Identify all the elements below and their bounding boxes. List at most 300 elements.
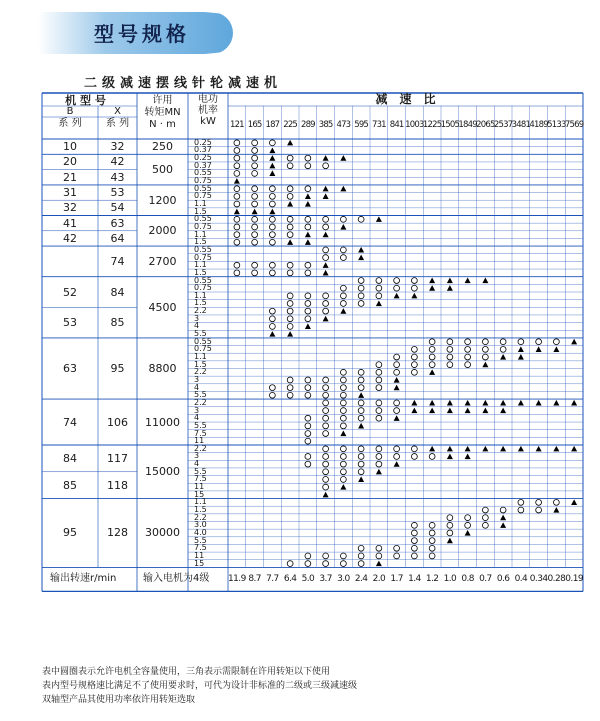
limited-torque-triangle — [500, 446, 506, 452]
limited-torque-triangle — [500, 522, 506, 528]
full-capacity-circle — [305, 308, 311, 314]
motor-power: 4 — [194, 413, 200, 423]
full-capacity-circle — [287, 262, 293, 268]
limited-torque-triangle — [482, 362, 488, 368]
full-capacity-circle — [358, 415, 364, 421]
full-capacity-circle — [252, 171, 258, 177]
ratio-header: 731 — [371, 119, 386, 130]
torque-value: 1200 — [148, 193, 177, 207]
full-capacity-circle — [536, 507, 542, 513]
limited-torque-triangle — [394, 385, 400, 391]
motor-power: 2.2 — [194, 367, 207, 377]
full-capacity-circle — [340, 408, 346, 414]
full-capacity-circle — [323, 163, 329, 169]
full-capacity-circle — [447, 362, 453, 368]
full-capacity-circle — [305, 155, 311, 161]
limited-torque-triangle — [429, 278, 435, 284]
full-capacity-circle — [358, 293, 364, 299]
full-capacity-circle — [323, 392, 329, 398]
limited-torque-triangle — [429, 285, 435, 291]
motor-power: 0.37 — [194, 145, 212, 155]
ratio-header: 1505 — [440, 119, 460, 130]
full-capacity-circle — [394, 545, 400, 551]
full-capacity-circle — [358, 278, 364, 284]
full-capacity-circle — [234, 155, 240, 161]
limited-torque-triangle — [323, 155, 329, 161]
limited-torque-triangle — [553, 400, 559, 406]
full-capacity-circle — [394, 369, 400, 375]
full-capacity-circle — [358, 553, 364, 559]
ratio-header: 473 — [336, 119, 351, 130]
full-capacity-circle — [234, 216, 240, 222]
limited-torque-triangle — [323, 492, 329, 498]
limited-torque-triangle — [358, 392, 364, 398]
full-capacity-circle — [252, 201, 258, 207]
limited-torque-triangle — [518, 354, 524, 360]
output-speed-value: 3.0 — [337, 573, 350, 584]
notes — [42, 665, 357, 707]
full-capacity-circle — [305, 553, 311, 559]
full-capacity-circle — [358, 385, 364, 391]
full-capacity-circle — [447, 354, 453, 360]
motor-power: 1.5 — [194, 359, 207, 369]
motor-power: 3 — [194, 313, 200, 323]
limited-torque-triangle — [340, 224, 346, 230]
full-capacity-circle — [323, 293, 329, 299]
torque-value: 15000 — [145, 465, 180, 479]
full-capacity-circle — [305, 163, 311, 169]
full-capacity-circle — [358, 400, 364, 406]
full-capacity-circle — [305, 316, 311, 322]
motor-power: 0.75 — [194, 344, 212, 354]
motor-power: 0.25 — [194, 153, 212, 163]
full-capacity-circle — [447, 530, 453, 536]
full-capacity-circle — [465, 346, 471, 352]
limited-torque-triangle — [305, 239, 311, 245]
full-capacity-circle — [287, 377, 293, 383]
motor-power: 1.5 — [194, 298, 207, 308]
full-capacity-circle — [305, 301, 311, 307]
ratio-header: 165 — [247, 119, 262, 130]
limited-torque-triangle — [465, 400, 471, 406]
header-power-unit: kW — [200, 116, 216, 127]
full-capacity-circle — [305, 392, 311, 398]
limited-torque-triangle — [518, 446, 524, 452]
full-capacity-circle — [358, 285, 364, 291]
full-capacity-circle — [482, 515, 488, 521]
header-torque-unit: 转矩MN — [144, 107, 181, 118]
full-capacity-circle — [429, 346, 435, 352]
limited-torque-triangle — [234, 209, 240, 215]
limited-torque-triangle — [429, 446, 435, 452]
motor-power: 2.2 — [194, 443, 207, 453]
full-capacity-circle — [358, 469, 364, 475]
full-capacity-circle — [305, 415, 311, 421]
ratio-header: 841 — [389, 119, 404, 130]
full-capacity-circle — [376, 362, 382, 368]
full-capacity-circle — [287, 155, 293, 161]
full-capacity-circle — [376, 446, 382, 452]
full-capacity-circle — [411, 446, 417, 452]
header-torque-si: N · m — [149, 119, 176, 130]
output-speed-value: 11.9 — [228, 573, 246, 584]
full-capacity-circle — [376, 415, 382, 421]
ratio-header: 2065 — [476, 119, 495, 130]
output-speed-value: 1.2 — [425, 573, 439, 584]
output-speed-value: 0.19 — [565, 573, 583, 584]
full-capacity-circle — [340, 293, 346, 299]
limited-torque-triangle — [340, 431, 346, 437]
limited-torque-triangle — [323, 262, 329, 268]
header-x-series: 系 列 — [105, 118, 130, 129]
limited-torque-triangle — [340, 186, 346, 192]
limited-torque-triangle — [376, 561, 382, 567]
full-capacity-circle — [447, 522, 453, 528]
full-capacity-circle — [323, 400, 329, 406]
limited-torque-triangle — [447, 400, 453, 406]
note-3: 双轴型产品其使用功率依许用转矩选取 — [42, 695, 196, 705]
limited-torque-triangle — [287, 140, 293, 146]
full-capacity-circle — [234, 148, 240, 154]
full-capacity-circle — [340, 461, 346, 467]
full-capacity-circle — [429, 339, 435, 345]
header-ratio: 减 速 比 — [375, 92, 436, 106]
limited-torque-triangle — [447, 446, 453, 452]
full-capacity-circle — [287, 301, 293, 307]
header-b-series: 系 列 — [58, 118, 82, 129]
limited-torque-triangle — [323, 270, 329, 276]
limited-torque-triangle — [465, 408, 471, 414]
ratio-header: 7569 — [564, 119, 584, 130]
ratio-header: 1849 — [458, 119, 477, 130]
motor-power: 11 — [194, 436, 205, 446]
motor-power: 0.75 — [194, 283, 212, 293]
motor-power: 7.5 — [194, 543, 207, 553]
limited-torque-triangle — [553, 507, 559, 513]
model-b: 32 — [63, 201, 77, 215]
torque-value: 2000 — [148, 224, 177, 238]
limited-torque-triangle — [269, 155, 275, 161]
motor-power: 5.5 — [194, 329, 207, 339]
motor-power: 4 — [194, 459, 200, 469]
full-capacity-circle — [447, 339, 453, 345]
header-power-2: 机率 — [198, 105, 218, 116]
header-torque: 许用 — [152, 95, 173, 106]
output-speed-value: 3.7 — [319, 573, 332, 584]
full-capacity-circle — [429, 553, 435, 559]
model-x: 85 — [110, 316, 125, 330]
full-capacity-circle — [429, 530, 435, 536]
full-capacity-circle — [269, 385, 275, 391]
full-capacity-circle — [465, 354, 471, 360]
limited-torque-triangle — [287, 239, 293, 245]
full-capacity-circle — [447, 346, 453, 352]
full-capacity-circle — [252, 155, 258, 161]
limited-torque-triangle — [465, 446, 471, 452]
header-model: 机 型 号 — [65, 93, 106, 107]
full-capacity-circle — [411, 530, 417, 536]
full-capacity-circle — [287, 293, 293, 299]
limited-torque-triangle — [234, 178, 240, 184]
motor-power: 3 — [194, 451, 200, 461]
full-capacity-circle — [269, 270, 275, 276]
model-x: 42 — [110, 155, 125, 169]
limited-torque-triangle — [287, 331, 293, 337]
full-capacity-circle — [234, 262, 240, 268]
full-capacity-circle — [305, 186, 311, 192]
full-capacity-circle — [323, 415, 329, 421]
full-capacity-circle — [340, 392, 346, 398]
full-capacity-circle — [376, 553, 382, 559]
full-capacity-circle — [269, 316, 275, 322]
motor-power: 0.25 — [194, 137, 212, 147]
full-capacity-circle — [340, 301, 346, 307]
ratio-header: 385 — [318, 119, 333, 130]
ratio-header: 4189 — [529, 119, 548, 130]
full-capacity-circle — [394, 400, 400, 406]
full-capacity-circle — [429, 545, 435, 551]
motor-power: 1.1 — [194, 497, 207, 507]
full-capacity-circle — [376, 385, 382, 391]
model-x: 128 — [107, 526, 128, 540]
model-x: 54 — [110, 201, 125, 215]
ratio-header: 3481 — [511, 119, 531, 130]
limited-torque-triangle — [518, 400, 524, 406]
limited-torque-triangle — [305, 232, 311, 238]
full-capacity-circle — [482, 339, 488, 345]
motor-power: 7.5 — [194, 474, 207, 484]
limited-torque-triangle — [287, 201, 293, 207]
ratio-header: 225 — [283, 119, 298, 130]
full-capacity-circle — [411, 285, 417, 291]
full-capacity-circle — [376, 293, 382, 299]
full-capacity-circle — [411, 278, 417, 284]
ratio-header: 121 — [229, 119, 244, 130]
full-capacity-circle — [323, 446, 329, 452]
full-capacity-circle — [269, 140, 275, 146]
limited-torque-triangle — [482, 400, 488, 406]
motor-power: 4 — [194, 321, 200, 331]
full-capacity-circle — [465, 339, 471, 345]
full-capacity-circle — [500, 346, 506, 352]
model-b: 74 — [63, 415, 77, 429]
full-capacity-circle — [358, 408, 364, 414]
limited-torque-triangle — [482, 446, 488, 452]
full-capacity-circle — [323, 561, 329, 567]
full-capacity-circle — [252, 163, 258, 169]
full-capacity-circle — [340, 369, 346, 375]
full-capacity-circle — [394, 362, 400, 368]
motor-power: 1.1 — [194, 290, 207, 300]
page-title: 型号规格 — [94, 22, 190, 46]
full-capacity-circle — [305, 385, 311, 391]
note-2: 表内型号规格速比满足不了使用要求时，可代为设计非标准的二级或三级减速级 — [42, 681, 358, 691]
full-capacity-circle — [287, 186, 293, 192]
output-speed-value: 1.4 — [408, 573, 421, 584]
limited-torque-triangle — [500, 408, 506, 414]
full-capacity-circle — [287, 216, 293, 222]
full-capacity-circle — [269, 324, 275, 330]
model-b: 41 — [63, 216, 77, 230]
full-capacity-circle — [358, 446, 364, 452]
full-capacity-circle — [376, 369, 382, 375]
full-capacity-circle — [305, 270, 311, 276]
note-1: 表中圆圈表示允许电机全容量使用，三角表示需限制在许用转矩以下使用 — [42, 667, 331, 677]
full-capacity-circle — [340, 553, 346, 559]
full-capacity-circle — [394, 354, 400, 360]
model-b: 52 — [63, 285, 77, 299]
full-capacity-circle — [340, 216, 346, 222]
full-capacity-circle — [394, 553, 400, 559]
full-capacity-circle — [323, 216, 329, 222]
limited-torque-triangle — [394, 293, 400, 299]
limited-torque-triangle — [518, 346, 524, 352]
full-capacity-circle — [340, 385, 346, 391]
motor-power: 0.75 — [194, 191, 212, 201]
motor-power: 2.2 — [194, 397, 207, 407]
full-capacity-circle — [411, 553, 417, 559]
model-x: 63 — [110, 216, 125, 230]
motor-power: 2.2 — [194, 512, 207, 522]
motor-power: 3 — [194, 374, 200, 384]
full-capacity-circle — [394, 446, 400, 452]
full-capacity-circle — [252, 140, 258, 146]
full-capacity-circle — [305, 431, 311, 437]
limited-torque-triangle — [553, 346, 559, 352]
full-capacity-circle — [305, 262, 311, 268]
limited-torque-triangle — [447, 538, 453, 544]
motor-power: 0.55 — [194, 183, 212, 193]
model-x: 43 — [110, 170, 125, 184]
full-capacity-circle — [323, 461, 329, 467]
full-capacity-circle — [234, 140, 240, 146]
limited-torque-triangle — [394, 415, 400, 421]
full-capacity-circle — [500, 507, 506, 513]
full-capacity-circle — [269, 201, 275, 207]
input-motor-label: 输入电机为4级 — [143, 573, 210, 585]
full-capacity-circle — [323, 553, 329, 559]
limited-torque-triangle — [571, 339, 577, 345]
full-capacity-circle — [394, 285, 400, 291]
limited-torque-triangle — [269, 209, 275, 215]
limited-torque-triangle — [340, 155, 346, 161]
full-capacity-circle — [358, 545, 364, 551]
full-capacity-circle — [376, 461, 382, 467]
output-speed-value: 6.4 — [283, 573, 297, 584]
full-capacity-circle — [340, 477, 346, 483]
motor-power: 11 — [194, 482, 205, 492]
limited-torque-triangle — [340, 484, 346, 490]
model-x: 84 — [110, 285, 125, 299]
limited-torque-triangle — [323, 186, 329, 192]
limited-torque-triangle — [465, 278, 471, 284]
limited-torque-triangle — [500, 515, 506, 521]
full-capacity-circle — [376, 278, 382, 284]
ratio-header: 289 — [300, 119, 315, 130]
full-capacity-circle — [376, 285, 382, 291]
output-speed-value: 0.6 — [496, 573, 510, 584]
full-capacity-circle — [429, 362, 435, 368]
full-capacity-circle — [518, 339, 524, 345]
limited-torque-triangle — [394, 377, 400, 383]
model-b: 31 — [63, 186, 77, 200]
full-capacity-circle — [429, 538, 435, 544]
full-capacity-circle — [323, 477, 329, 483]
limited-torque-triangle — [269, 331, 275, 337]
limited-torque-triangle — [358, 476, 364, 482]
full-capacity-circle — [394, 278, 400, 284]
header-b: B — [66, 106, 74, 117]
full-capacity-circle — [323, 308, 329, 314]
full-capacity-circle — [234, 186, 240, 192]
motor-power: 4.0 — [194, 527, 207, 537]
model-b: 53 — [63, 316, 77, 330]
motor-power: 0.75 — [194, 176, 212, 186]
limited-torque-triangle — [411, 400, 417, 406]
ratio-header: 595 — [354, 119, 369, 130]
full-capacity-circle — [234, 163, 240, 169]
output-speed-value: 8.7 — [248, 573, 261, 584]
full-capacity-circle — [358, 216, 364, 222]
full-capacity-circle — [269, 224, 275, 230]
header-power: 电功 — [198, 94, 218, 105]
motor-power: 5.5 — [194, 535, 207, 545]
model-x: 64 — [110, 231, 125, 245]
motor-power: 1.1 — [194, 199, 207, 209]
full-capacity-circle — [482, 507, 488, 513]
model-b: 20 — [63, 155, 77, 169]
motor-power: 15 — [194, 489, 205, 499]
full-capacity-circle — [323, 301, 329, 307]
motor-power: 11 — [194, 550, 205, 560]
full-capacity-circle — [482, 522, 488, 528]
ratio-header: 2537 — [493, 119, 513, 130]
full-capacity-circle — [305, 461, 311, 467]
limited-torque-triangle — [571, 499, 577, 505]
full-capacity-circle — [287, 270, 293, 276]
limited-torque-triangle — [429, 400, 435, 406]
model-x: 117 — [107, 451, 128, 465]
full-capacity-circle — [305, 423, 311, 429]
limited-torque-triangle — [269, 147, 275, 153]
motor-power: 1.5 — [194, 505, 207, 515]
full-capacity-circle — [252, 232, 258, 238]
full-capacity-circle — [429, 522, 435, 528]
limited-torque-triangle — [571, 446, 577, 452]
full-capacity-circle — [411, 538, 417, 544]
limited-torque-triangle — [536, 346, 542, 352]
limited-torque-triangle — [376, 469, 382, 475]
full-capacity-circle — [376, 400, 382, 406]
limited-torque-triangle — [358, 423, 364, 429]
torque-value: 30000 — [145, 526, 180, 540]
output-speed-value: 5.0 — [301, 573, 315, 584]
limited-torque-triangle — [500, 400, 506, 406]
motor-power: 0.37 — [194, 160, 212, 170]
full-capacity-circle — [252, 224, 258, 230]
full-capacity-circle — [323, 469, 329, 475]
full-capacity-circle — [376, 545, 382, 551]
full-capacity-circle — [287, 385, 293, 391]
full-capacity-circle — [269, 216, 275, 222]
full-capacity-circle — [358, 454, 364, 460]
full-capacity-circle — [323, 408, 329, 414]
full-capacity-circle — [287, 193, 293, 199]
motor-power: 0.55 — [194, 336, 212, 346]
full-capacity-circle — [340, 454, 346, 460]
limited-torque-triangle — [340, 308, 346, 314]
limited-torque-triangle — [411, 293, 417, 299]
